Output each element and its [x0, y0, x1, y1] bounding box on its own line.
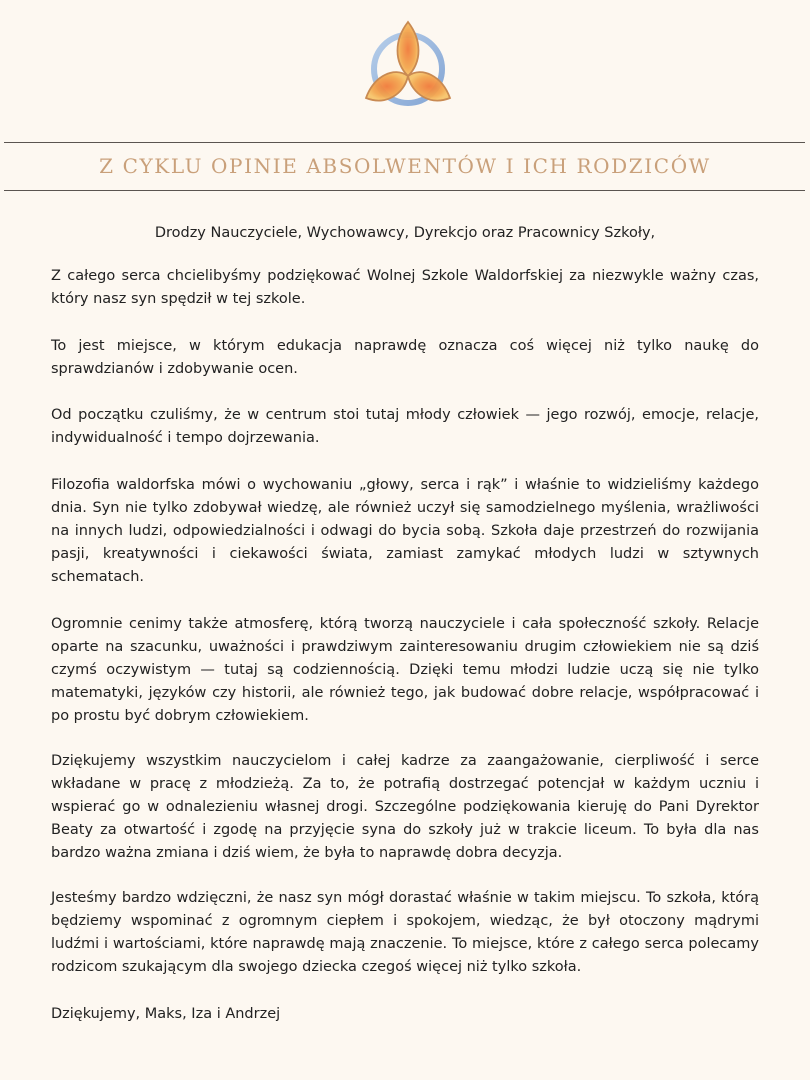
title-bottom-divider [4, 190, 805, 191]
triquetra-icon [358, 18, 458, 113]
page-title: Z CYKLU OPINIE ABSOLWENTÓW I ICH RODZICÓW [99, 154, 711, 178]
letter-signature: Dziękujemy, Maks, Iza i Andrzej [51, 1006, 281, 1022]
letter-paragraph: To jest miejsce, w którym edukacja naprawdę oznacza coś więcej niż tylko naukę do sprawdzianów i zdobywanie ocen. [51, 338, 759, 377]
letter-paragraph: Ogromnie cenimy także atmosferę, którą tworzą nauczyciele i cała społeczność szkoły. Relacje oparte na szacunku, uważności i prawdziwym zainteresowaniu drugim człowiekiem nie są dziś czymś oczywistym — tutaj są codziennością. Dzięki temu młodzi ludzie uczą się nie tylko matematyki, języków czy historii, ale również tego, jak budować dobre relacje, współpracować i po prostu być dobrym człowiekiem. [51, 616, 759, 724]
letter-paragraph: Od początku czuliśmy, że w centrum stoi tutaj młody człowiek — jego rozwój, emocje, relacje, indywidualność i tempo dojrzewania. [51, 407, 759, 446]
letter-paragraph: Dziękujemy wszystkim nauczycielom i całej kadrze za zaangażowanie, cierpliwość i serce wkładane w pracę z młodzieżą. Za to, że potrafią dostrzegać potencjał w każdym uczniu i wspierać go w odnalezieniu własnej drogi. Szczególne podziękowania kieruję do Pani Dyrektor Beaty za otwartość i zgodę na przyjęcie syna do szkoły już w trakcie liceum. To była dla nas bardzo ważna zmiana i dziś wiem, że była to naprawdę dobra decyzja. [51, 753, 759, 861]
letter-paragraph: Filozofia waldorfska mówi o wychowaniu „głowy, serca i rąk” i właśnie to widzieliśmy każdego dnia. Syn nie tylko zdobywał wiedzę, ale również uczył się samodzielnego myślenia, wrażliwości na innych ludzi, odpowiedzialności i odwagi do bycia sobą. Szkoła daje przestrzeń do rozwijania pasji, kreatywności i ciekawości świata, zamiast zamykać młodych ludzi w sztywnych schematach. [51, 477, 759, 585]
title-top-divider [4, 142, 805, 143]
school-logo [358, 18, 458, 113]
letter-paragraph: Z całego serca chcielibyśmy podziękować Wolnej Szkole Waldorfskiej za niezwykle ważny czas, który nasz syn spędził w tej szkole. [51, 268, 759, 307]
letter-greeting: Drodzy Nauczyciele, Wychowawcy, Dyrekcjo oraz Pracownicy Szkoły, [154, 225, 656, 241]
letter-paragraph: Jesteśmy bardzo wdzięczni, że nasz syn mógł dorastać właśnie w takim miejscu. To szkoła, którą będziemy wspominać z ogromnym ciepłem i spokojem, wiedząc, że był otoczony mądrymi ludźmi i wartościami, które naprawdę mają znaczenie. To miejsce, które z całego serca polecamy rodzicom szukającym dla swojego dziecka czegoś więcej niż tylko szkoła. [51, 890, 759, 975]
